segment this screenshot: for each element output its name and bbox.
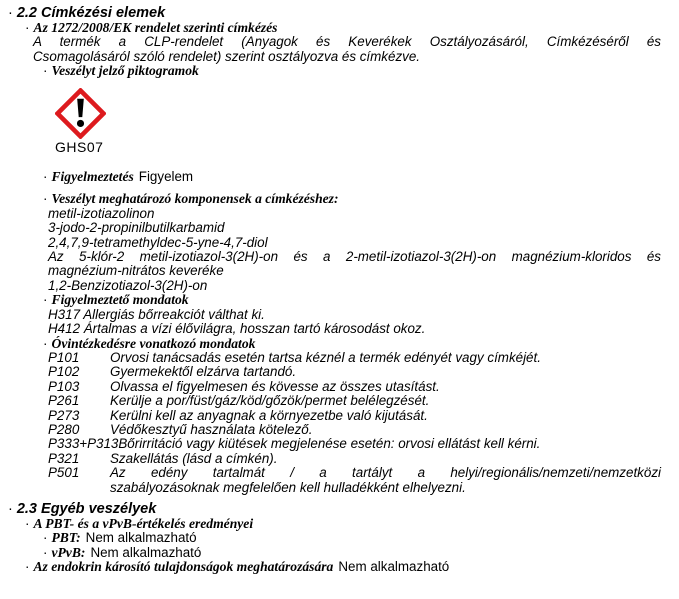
p-code: P101 bbox=[48, 349, 80, 365]
p-phrase-row bbox=[0, 437, 661, 451]
p501-line-2: szabályozásoknak megfelelően kell hulladékként elhelyezni. bbox=[110, 479, 466, 495]
hazard-statements-heading-text: Figyelmeztető mondatok bbox=[51, 292, 189, 308]
pbt-label: PBT: bbox=[51, 530, 81, 546]
p-text-p501 bbox=[110, 466, 661, 495]
p-code: P273 bbox=[48, 407, 80, 423]
section-2-2-heading-text: 2.2 Címkézési elemek bbox=[16, 5, 166, 21]
exclamation-dot bbox=[77, 120, 84, 127]
components-heading bbox=[0, 192, 661, 206]
vpvb-value: Nem alkalmazható bbox=[90, 544, 202, 560]
signal-word-value: Figyelem bbox=[138, 169, 194, 185]
p501-line-1: Az edény tartalmát / a tartályt a helyi/regionális/nemzeti/nemzetközi bbox=[110, 465, 661, 481]
signal-word-label: Figyelmeztetés bbox=[51, 169, 134, 185]
bullet-marker: · bbox=[43, 335, 48, 351]
clp-paragraph-line-1: A termék a CLP-rendelet (Anyagok és Keverékek Osztályozásáról, Címkézéséről és bbox=[33, 34, 661, 50]
section-2-3-heading bbox=[0, 501, 661, 517]
p-code: P261 bbox=[48, 393, 80, 409]
p-code: P333+P313 bbox=[48, 436, 119, 452]
endocrine-value: Nem alkalmazható bbox=[338, 559, 450, 575]
h-phrase-line: H317 Allergiás bőrreakciót válthat ki. bbox=[48, 306, 265, 322]
bullet-marker: · bbox=[8, 5, 13, 21]
endocrine-row bbox=[0, 560, 661, 574]
p-text: Szakellátás (lásd a címkén). bbox=[110, 450, 278, 466]
pbt-row bbox=[0, 531, 661, 545]
endocrine-label: Az endokrin károsító tulajdonságok meghatározására bbox=[33, 559, 334, 575]
bullet-marker: · bbox=[43, 169, 48, 185]
p-text: Gyermekektől elzárva tartandó. bbox=[110, 364, 297, 380]
component-line: metil-izotiazolinon bbox=[48, 205, 155, 221]
p-phrase-row bbox=[0, 452, 661, 466]
p-phrase-row bbox=[0, 351, 661, 365]
regulation-labeling-heading-text: Az 1272/2008/EK rendelet szerinti címkézés bbox=[33, 20, 278, 35]
section-2-2-heading bbox=[0, 5, 661, 21]
component-line: magnézium-nitrátos keveréke bbox=[48, 263, 224, 279]
component-line: 3-jodo-2-propinilbutilkarbamid bbox=[48, 220, 225, 236]
bullet-marker: · bbox=[43, 191, 48, 207]
p-code: P102 bbox=[48, 364, 80, 380]
pbt-vpvb-heading-text: A PBT- és a vPvB-értékelés eredményei bbox=[33, 515, 254, 531]
p-phrase-row bbox=[0, 365, 661, 379]
p-text: Kerülni kell az anyagnak a környezetbe való kijutását. bbox=[110, 407, 428, 423]
hazard-pictograms-heading-text: Veszélyt jelző piktogramok bbox=[51, 63, 199, 79]
pbt-vpvb-heading bbox=[0, 517, 661, 531]
p-phrase-row bbox=[0, 380, 661, 394]
p-code: P501 bbox=[48, 465, 80, 481]
vpvb-label: vPvB: bbox=[51, 544, 86, 560]
p-text: Olvassa el figyelmesen és kövesse az összes utasítást. bbox=[110, 378, 440, 394]
bullet-marker: · bbox=[25, 20, 30, 35]
p-code: P321 bbox=[48, 450, 80, 466]
components-heading-text: Veszélyt meghatározó komponensek a címkézéshez: bbox=[51, 191, 339, 207]
clp-paragraph-line-2: Csomagolásáról szóló rendelet) szerint osztályozva és címkézve. bbox=[33, 48, 421, 64]
p-phrase-row bbox=[0, 394, 661, 408]
bullet-marker: · bbox=[25, 559, 30, 575]
signal-word-row bbox=[0, 170, 661, 184]
p-text: Védőkesztyű használata kötelező. bbox=[110, 421, 313, 437]
pbt-value: Nem alkalmazható bbox=[85, 530, 197, 546]
ghs07-label: GHS07 bbox=[55, 138, 104, 155]
h-phrase-line: H412 Ártalmas a vízi élővilágra, hosszan tartó károsodást okoz. bbox=[48, 321, 426, 337]
p-code: P103 bbox=[48, 378, 80, 394]
p-text: Bőrirritáció vagy kiütések megjelenése esetén: orvosi ellátást kell kérni. bbox=[118, 436, 541, 452]
p-text: Orvosi tanácsadás esetén tartsa kéznél a termék edényét vagy címkéjét. bbox=[110, 349, 541, 365]
bullet-marker: · bbox=[43, 63, 48, 79]
hazard-statements-heading bbox=[0, 293, 661, 307]
bullet-marker: · bbox=[43, 544, 48, 560]
regulation-labeling-heading bbox=[0, 21, 661, 35]
section-2-3-heading-text: 2.3 Egyéb veszélyek bbox=[16, 500, 157, 517]
precautionary-statements-heading-text: Óvintézkedésre vonatkozó mondatok bbox=[51, 335, 256, 351]
bullet-marker: · bbox=[25, 515, 30, 531]
hazard-pictograms-heading bbox=[0, 64, 661, 78]
ghs07-pictogram bbox=[55, 88, 106, 154]
bullet-marker: · bbox=[43, 530, 48, 546]
p-phrase-row bbox=[0, 423, 661, 437]
bullet-marker: · bbox=[43, 292, 48, 308]
p-code: P280 bbox=[48, 421, 80, 437]
component-line: 2,4,7,9-tetramethyldec-5-yne-4,7-diol bbox=[48, 234, 268, 250]
p-phrase-row bbox=[0, 409, 661, 423]
p-phrase-row-p501 bbox=[0, 466, 661, 495]
vpvb-row bbox=[0, 546, 661, 560]
component-line: Az 5-klór-2 metil-izotiazol-3(2H)-on és a 2-metil-izotiazol-3(2H)-on magnézium-kloridos és bbox=[48, 249, 661, 265]
component-line: 1,2-Benzizotiazol-3(2H)-on bbox=[48, 277, 208, 293]
p-text: Kerülje a por/füst/gáz/köd/gőzök/permet belélegzését. bbox=[110, 393, 430, 409]
bullet-marker: · bbox=[8, 500, 13, 517]
ghs07-diamond-icon bbox=[55, 88, 106, 139]
precautionary-statements-heading bbox=[0, 337, 661, 351]
